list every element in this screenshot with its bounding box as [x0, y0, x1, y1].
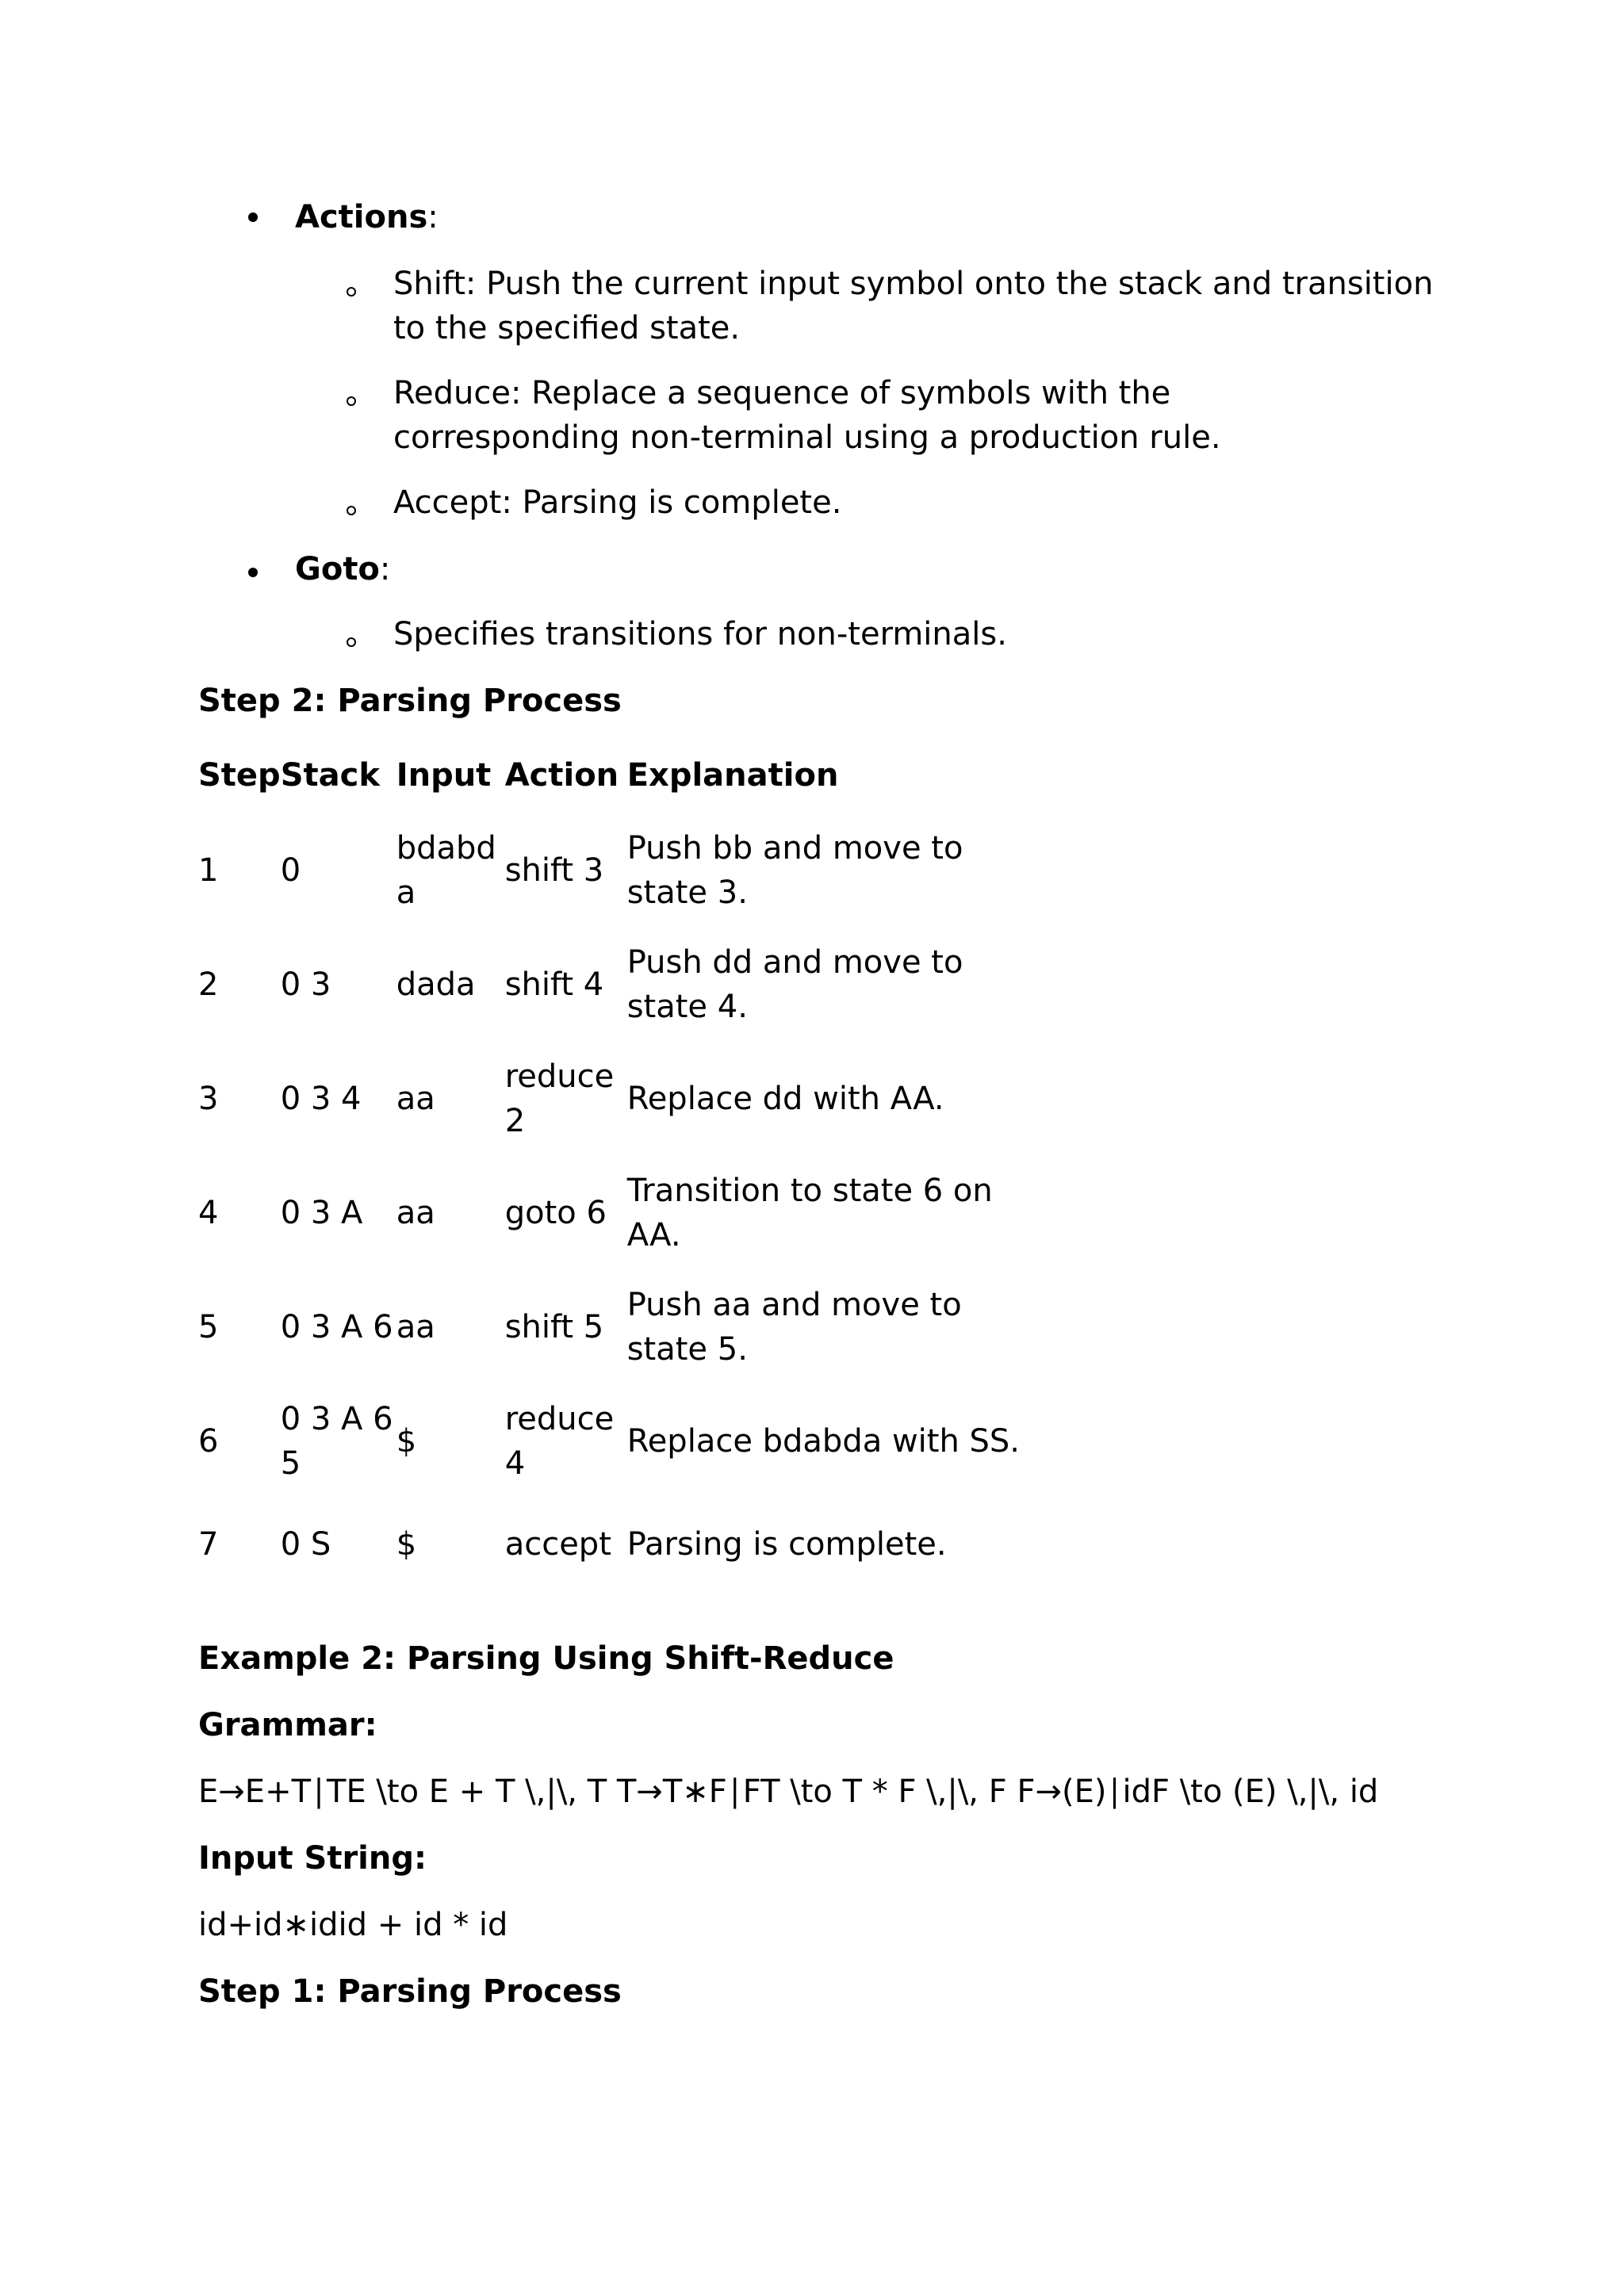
actions-heading-line	[295, 195, 439, 239]
cell-action: shift 5	[504, 1309, 604, 1345]
cell-input: $	[396, 1526, 417, 1563]
cell-step: 7	[198, 1526, 219, 1563]
cell-action: shift 4	[504, 966, 604, 1003]
cell-input: aa	[396, 1195, 435, 1231]
parse-table	[198, 753, 1040, 1590]
input-string-label: Input String:	[198, 1840, 427, 1877]
action-item-reduce: Reduce: Replace a sequence of symbols with the corresponding non-terminal using a production rule.	[393, 375, 1221, 456]
cell-stack: 0 3 A 6 5	[280, 1401, 393, 1482]
bullet-dot-icon	[248, 212, 258, 222]
cell-stack: 0 S	[280, 1526, 331, 1563]
actions-heading: Actions	[295, 199, 428, 235]
cell-action: goto 6	[504, 1195, 607, 1231]
table-row	[198, 1384, 1040, 1498]
cell-step: 5	[198, 1309, 219, 1345]
goto-heading: Goto	[295, 551, 380, 587]
table-row	[198, 1498, 1040, 1590]
table-row	[198, 1156, 1040, 1270]
table-row	[198, 1042, 1040, 1156]
example2-heading: Example 2: Parsing Using Shift-Reduce	[198, 1640, 894, 1677]
header-stack: Stack	[280, 757, 380, 794]
cell-input: dada	[396, 966, 476, 1003]
header-action: Action	[504, 757, 619, 794]
bullet-circle-icon	[347, 287, 356, 297]
header-step: Step	[198, 757, 281, 794]
goto-colon: :	[379, 551, 391, 587]
goto-heading-line	[295, 547, 390, 591]
cell-action: reduce 4	[504, 1401, 615, 1482]
cell-explanation: Replace bdabda with SS.	[626, 1423, 1021, 1460]
cell-input: aa	[396, 1309, 435, 1345]
cell-explanation: Push dd and move to state 4.	[626, 944, 963, 1025]
grammar-text: E→E+T∣TE \to E + T \,|\, T T→T∗F∣FT \to T * F \,|\, F F→(E)∣idF \to (E) \,|\, id	[198, 1774, 1379, 1810]
cell-step: 1	[198, 852, 219, 889]
header-explanation: Explanation	[626, 757, 839, 794]
cell-explanation: Parsing is complete.	[626, 1526, 947, 1563]
cell-step: 3	[198, 1081, 219, 1117]
bullet-dot-icon	[248, 568, 258, 577]
actions-colon: :	[427, 199, 439, 235]
action-item-accept: Accept: Parsing is complete.	[393, 484, 842, 521]
cell-action: accept	[504, 1526, 611, 1563]
goto-item: Specifies transitions for non-terminals.	[393, 616, 1007, 652]
cell-stack: 0 3 A 6	[280, 1309, 393, 1345]
cell-input: bdabda	[396, 830, 496, 911]
cell-explanation: Transition to state 6 on AA.	[626, 1173, 993, 1253]
cell-step: 4	[198, 1195, 219, 1231]
cell-explanation: Push aa and move to state 5.	[626, 1287, 962, 1368]
cell-action: shift 3	[504, 852, 604, 889]
bullet-circle-icon	[347, 506, 356, 515]
grammar-label: Grammar:	[198, 1707, 377, 1743]
cell-stack: 0 3 4	[280, 1081, 362, 1117]
step2-heading: Step 2: Parsing Process	[198, 683, 622, 719]
cell-stack: 0 3 A	[280, 1195, 363, 1231]
table-header-row	[198, 753, 1040, 813]
action-item-shift: Shift: Push the current input symbol onto the stack and transition to the specified state.	[393, 266, 1434, 346]
header-input: Input	[396, 757, 492, 794]
cell-stack: 0 3	[280, 966, 331, 1003]
cell-explanation: Replace dd with AA.	[626, 1081, 944, 1117]
input-string-text: id+id∗idid + id * id	[198, 1907, 508, 1943]
table-row	[198, 813, 1040, 928]
cell-explanation: Push bb and move to state 3.	[626, 830, 963, 911]
bullet-circle-icon	[347, 637, 356, 647]
table-row	[198, 928, 1040, 1042]
cell-step: 2	[198, 966, 219, 1003]
table-row	[198, 1270, 1040, 1384]
cell-stack: 0	[280, 852, 301, 889]
bullet-circle-icon	[347, 396, 356, 406]
cell-input: aa	[396, 1081, 435, 1117]
cell-input: $	[396, 1423, 417, 1460]
cell-step: 6	[198, 1423, 219, 1460]
step1-heading: Step 1: Parsing Process	[198, 1973, 622, 2010]
cell-action: reduce 2	[504, 1058, 615, 1139]
